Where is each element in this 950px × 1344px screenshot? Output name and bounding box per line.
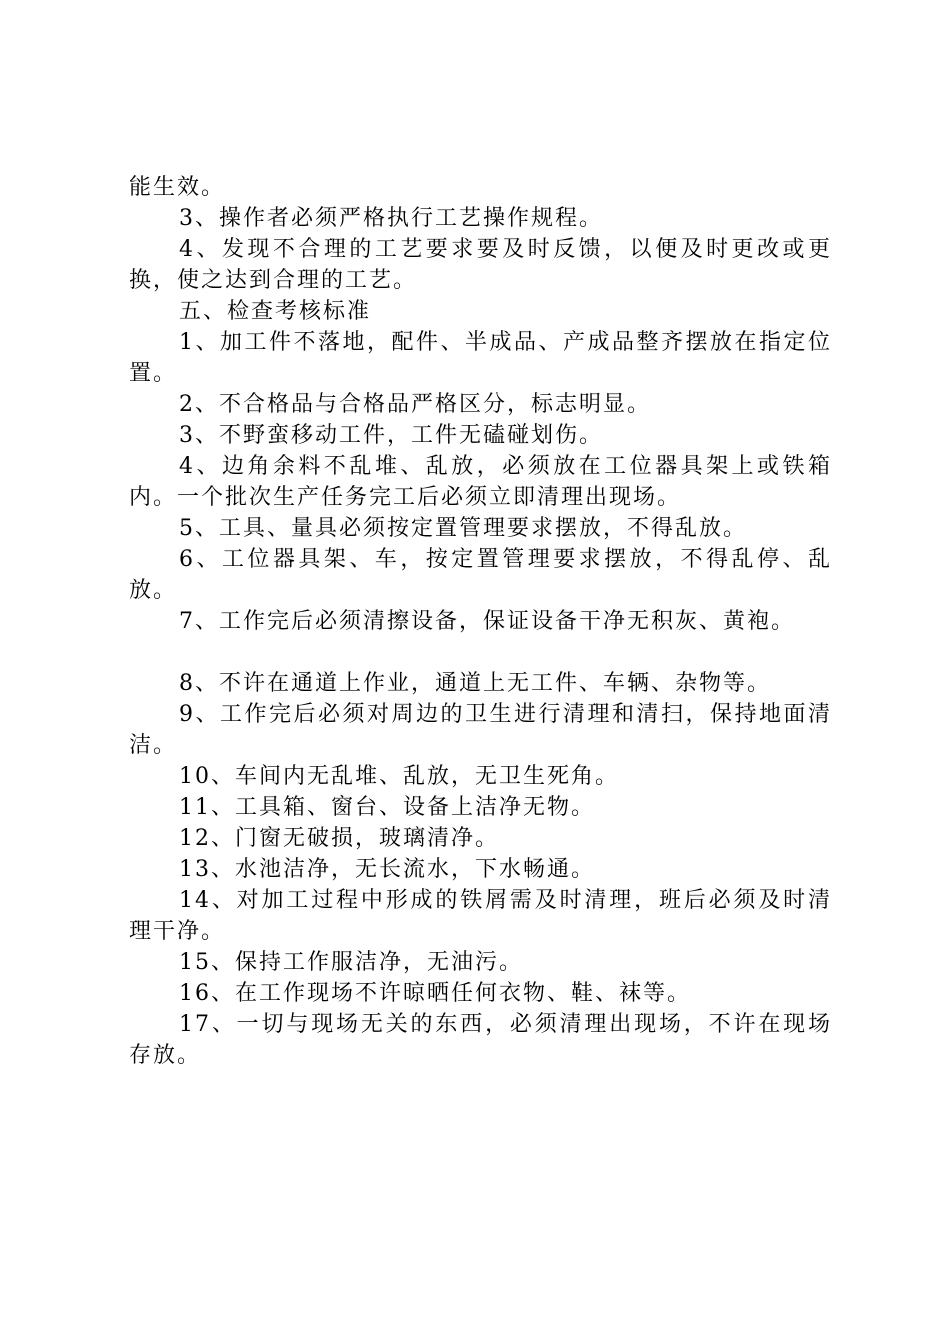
check-item-15: 15、保持工作服洁净，无油污。: [179, 950, 523, 975]
check-item-11: 11、工具箱、窗台、设备上洁净无物。: [179, 795, 595, 820]
check-item-4: 4、边角余料不乱堆、乱放，必须放在工位器具架上或铁箱内。一个批次生产任务完工后必须立即清理出现场。: [129, 454, 832, 510]
check-item-8: 8、不许在通道上作业，通道上无工件、车辆、杂物等。: [179, 671, 771, 696]
check-item-3: 3、不野蛮移动工件，工件无磕碰划伤。: [179, 423, 603, 448]
section-heading: 五、检查考核标准: [179, 299, 372, 324]
paragraph-item-4: 4、发现不合理的工艺要求要及时反馈，以便及时更改或更换，使之达到合理的工艺。: [129, 237, 832, 293]
check-item-10: 10、车间内无乱堆、乱放，无卫生死角。: [179, 764, 619, 789]
check-item-7: 7、工作完后必须清擦设备，保证设备干净无积灰、黄袍。: [179, 609, 795, 634]
document-body: [129, 172, 832, 1071]
check-item-17: 17、一切与现场无关的东西，必须清理出现场，不许在现场存放。: [129, 1012, 832, 1068]
check-item-1: 1、加工件不落地，配件、半成品、产成品整齐摆放在指定位置。: [129, 330, 832, 386]
check-item-6: 6、工位器具架、车，按定置管理要求摆放，不得乱停、乱放。: [129, 547, 832, 603]
paragraph-continuation: 能生效。: [129, 175, 226, 200]
check-item-16: 16、在工作现场不许晾晒任何衣物、鞋、袜等。: [179, 981, 691, 1006]
check-item-5: 5、工具、量具必须按定置管理要求摆放，不得乱放。: [179, 516, 747, 541]
check-item-13: 13、水池洁净，无长流水，下水畅通。: [179, 857, 595, 882]
blank-line: [129, 637, 832, 668]
check-item-9: 9、工作完后必须对周边的卫生进行清理和清扫，保持地面清洁。: [129, 702, 832, 758]
check-item-2: 2、不合格品与合格品严格区分，标志明显。: [179, 392, 651, 417]
check-item-14: 14、对加工过程中形成的铁屑需及时清理，班后必须及时清理干净。: [129, 888, 832, 944]
check-item-12: 12、门窗无破损，玻璃清净。: [179, 826, 499, 851]
paragraph-item-3: 3、操作者必须严格执行工艺操作规程。: [179, 206, 603, 231]
